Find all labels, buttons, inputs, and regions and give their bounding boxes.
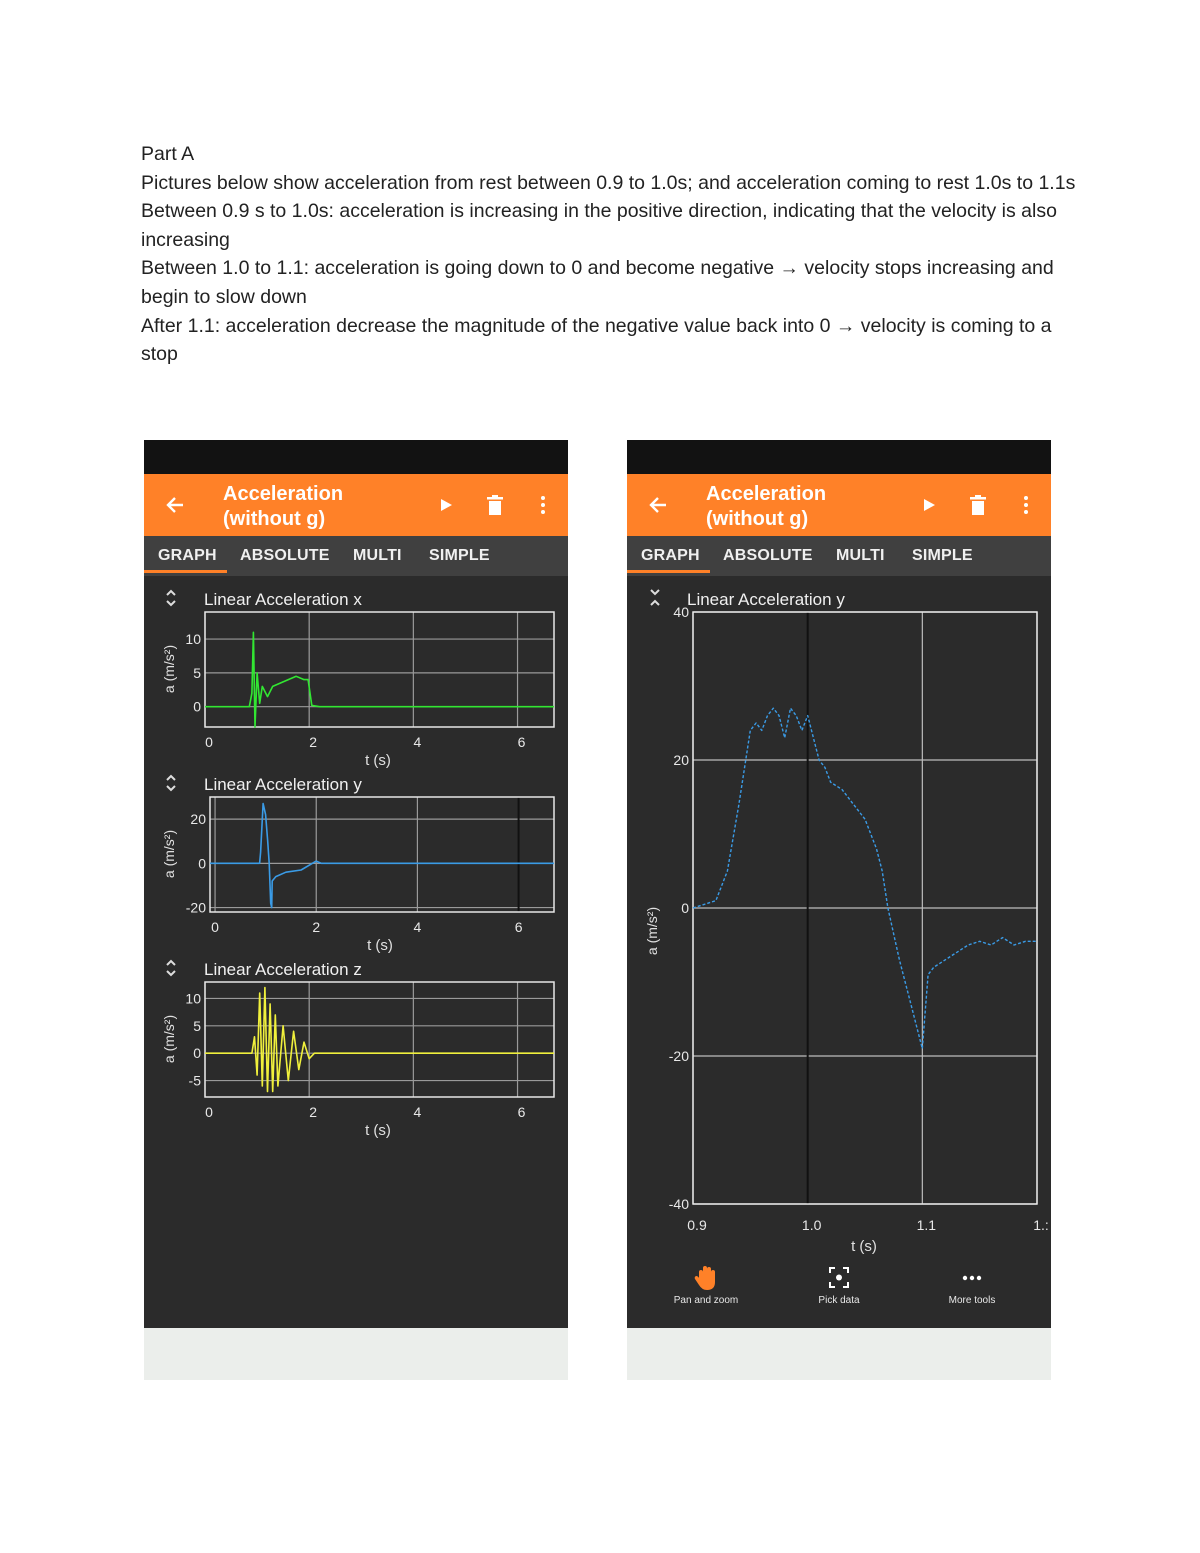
- overflow-menu-icon[interactable]: [530, 490, 556, 520]
- series-line: [693, 708, 1037, 1048]
- app-title: Acceleration (without g): [223, 483, 344, 530]
- tab-multi[interactable]: MULTI: [353, 547, 402, 564]
- x-tick-label: 4: [413, 919, 422, 935]
- x-tick-label: 2: [309, 1104, 318, 1120]
- y-tick-label: 20: [190, 811, 206, 828]
- series-line: [205, 632, 554, 727]
- hand-icon: [693, 1264, 719, 1292]
- graph-label-z: Linear Acceleration z: [204, 960, 362, 979]
- play-icon[interactable]: [433, 490, 459, 520]
- paragraph: Between 1.0 to 1.1: acceleration is going down to 0 and become negative → velocity stops increasing and begin to slow down: [141, 257, 1054, 308]
- x-tick-label: 1.1: [916, 1217, 937, 1233]
- tab-simple[interactable]: SIMPLE: [429, 547, 490, 564]
- x-tick-label: 2: [309, 734, 318, 750]
- expand-collapse-icon[interactable]: [167, 776, 175, 790]
- y-axis-label: a (m/s²): [161, 644, 177, 694]
- y-axis-label: a (m/s²): [161, 1014, 177, 1064]
- tab-multi[interactable]: MULTI: [836, 547, 885, 564]
- plot-zoomed-y: [669, 604, 1049, 1233]
- plot-frame: [205, 612, 554, 727]
- y-tick-label: -20: [185, 899, 206, 916]
- back-arrow-icon[interactable]: [164, 490, 186, 520]
- y-tick-label: 0: [193, 1045, 201, 1062]
- tab-simple[interactable]: SIMPLE: [912, 547, 973, 564]
- x-tick-label: 6: [517, 734, 526, 750]
- plot-x: [185, 612, 554, 750]
- x-tick-label: 1.0: [801, 1217, 822, 1233]
- y-tick-label: 0: [198, 855, 206, 872]
- y-tick-label: -5: [188, 1072, 201, 1089]
- plot-frame: [205, 982, 554, 1097]
- y-axis-label: a (m/s²): [644, 906, 660, 956]
- app-bar: [144, 474, 568, 536]
- y-tick-label: -40: [668, 1196, 689, 1212]
- bottom-strip: [627, 1328, 1051, 1380]
- y-tick-label: 5: [193, 664, 201, 681]
- plot-frame: [210, 797, 554, 912]
- x-axis-label: t (s): [365, 1122, 391, 1139]
- app-bar: [627, 474, 1051, 536]
- x-axis-label: t (s): [367, 937, 393, 954]
- x-tick-label: 0.9: [687, 1217, 707, 1233]
- graph-area: [144, 576, 568, 1328]
- tab-graph[interactable]: GRAPH: [627, 536, 710, 573]
- app-title: Acceleration (without g): [706, 483, 827, 530]
- document-text: [141, 140, 1076, 369]
- status-bar: [144, 440, 568, 474]
- graph-area: [627, 576, 1051, 1328]
- x-axis-label: t (s): [851, 1238, 877, 1255]
- expand-collapse-icon[interactable]: [167, 961, 175, 975]
- back-arrow-icon[interactable]: [647, 490, 669, 520]
- x-tick-label: 4: [413, 1104, 422, 1120]
- expand-collapse-icon[interactable]: [167, 591, 175, 605]
- phone-screenshot-right: [627, 440, 1051, 1380]
- y-tick-label: 20: [673, 752, 689, 768]
- status-bar: [627, 440, 1051, 474]
- target-icon: [826, 1264, 852, 1292]
- graph-panel-svg: [144, 576, 568, 1328]
- phone-screenshot-left: [144, 440, 568, 1380]
- y-tick-label: 0: [681, 900, 689, 916]
- y-tick-label: 0: [193, 698, 201, 715]
- plot-y: [186, 797, 554, 935]
- series-line: [205, 988, 554, 1092]
- trash-icon[interactable]: [965, 490, 991, 520]
- bottom-strip: [144, 1328, 568, 1380]
- x-tick-label: 4: [413, 734, 422, 750]
- graph-label: Linear Acceleration y: [687, 590, 845, 609]
- paragraph: Between 0.9 s to 1.0s: acceleration is increasing in the positive direction, indicating that the velocity is also increasing: [141, 200, 1057, 251]
- x-tick-label: 2: [312, 919, 321, 935]
- overflow-menu-icon[interactable]: [1013, 490, 1039, 520]
- tab-graph[interactable]: GRAPH: [144, 536, 227, 573]
- y-tick-label: 10: [185, 631, 201, 648]
- tab-absolute[interactable]: ABSOLUTE: [723, 547, 813, 564]
- tab-bar: [144, 536, 568, 576]
- graph-label-y: Linear Acceleration y: [204, 775, 362, 794]
- tab-absolute[interactable]: ABSOLUTE: [240, 547, 330, 564]
- y-tick-label: -20: [668, 1048, 689, 1064]
- pick-data-tool[interactable]: Pick data: [790, 1264, 888, 1306]
- collapse-icon[interactable]: [651, 590, 659, 605]
- y-tick-label: 5: [193, 1017, 201, 1034]
- x-tick-label: 6: [517, 1104, 526, 1120]
- x-tick-label: 0: [205, 1104, 213, 1120]
- tab-bar: [627, 536, 1051, 576]
- plot-z: [185, 982, 554, 1120]
- graph-panel-svg: [627, 576, 1051, 1328]
- pan-zoom-tool[interactable]: Pan and zoom: [657, 1264, 755, 1306]
- x-tick-label: 1.:: [1033, 1217, 1049, 1233]
- x-tick-label: 0: [205, 734, 213, 750]
- x-tick-label: 0: [211, 919, 219, 935]
- heading: Part A: [141, 143, 195, 165]
- graph-label-x: Linear Acceleration x: [204, 590, 362, 609]
- more-tools[interactable]: More tools: [923, 1264, 1021, 1306]
- x-tick-label: 6: [514, 919, 523, 935]
- more-icon: [959, 1264, 985, 1292]
- paragraph: Pictures below show acceleration from rest between 0.9 to 1.0s; and acceleration coming to rest 1.0s to 1.1s: [141, 171, 1076, 194]
- y-tick-label: 10: [185, 990, 201, 1007]
- x-axis-label: t (s): [365, 752, 391, 769]
- play-icon[interactable]: [916, 490, 942, 520]
- paragraph: After 1.1: acceleration decrease the magnitude of the negative value back into 0 → velocity is coming to a stop: [141, 314, 1052, 366]
- trash-icon[interactable]: [482, 490, 508, 520]
- y-axis-label: a (m/s²): [161, 829, 177, 879]
- y-tick-label: 40: [673, 604, 689, 620]
